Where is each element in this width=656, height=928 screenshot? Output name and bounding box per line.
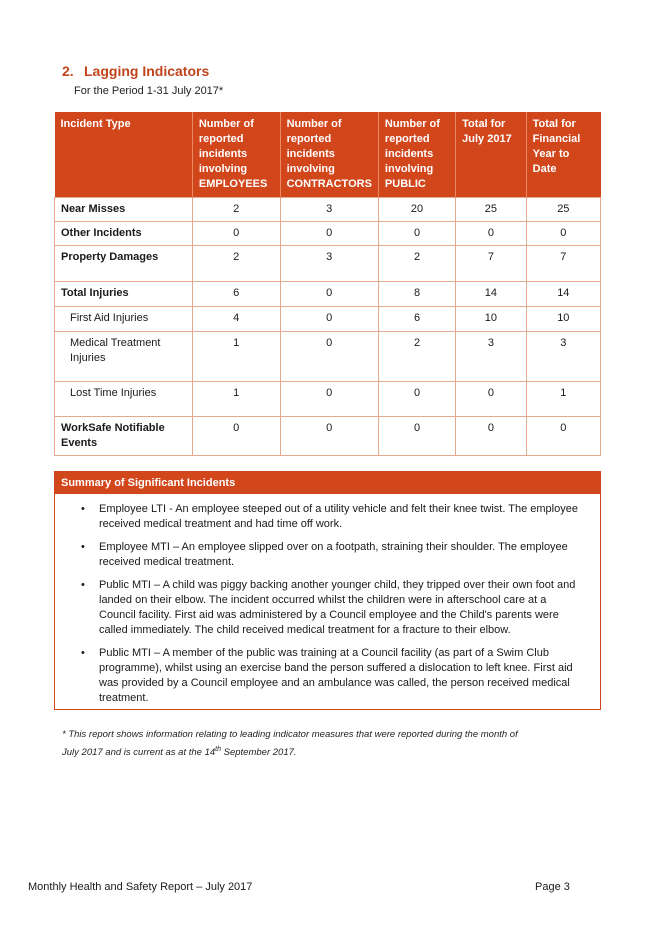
table-cell: 2 xyxy=(378,332,455,382)
table-cell: 0 xyxy=(280,307,378,332)
table-row xyxy=(55,307,601,332)
bullet-icon: • xyxy=(81,647,85,659)
summary-list xyxy=(55,494,600,706)
table-cell: 3 xyxy=(526,332,600,382)
table-cell: 0 xyxy=(456,417,526,456)
table-cell: 0 xyxy=(378,382,455,417)
footer-report-title: Monthly Health and Safety Report – July 2017 xyxy=(28,881,253,893)
row-label: Lost Time Injuries xyxy=(55,382,193,417)
table-cell: 0 xyxy=(378,417,455,456)
section-heading xyxy=(62,63,209,79)
table-cell: 0 xyxy=(456,222,526,246)
footnote-line-2: July 2017 and is current as at the 14th September 2017. xyxy=(62,746,297,759)
section-number: 2. xyxy=(62,63,74,79)
table-cell: 0 xyxy=(280,282,378,307)
table-cell: 20 xyxy=(378,198,455,222)
column-header: Incident Type xyxy=(55,112,193,198)
table-cell: 14 xyxy=(456,282,526,307)
table-cell: 14 xyxy=(526,282,600,307)
table-cell: 0 xyxy=(192,417,280,456)
table-cell: 0 xyxy=(280,382,378,417)
column-header: Number of reported incidents involving PUBLIC xyxy=(378,112,455,198)
list-item: • Public MTI – A member of the public was training at a Council facility (as part of a Swim Club programme), whilst using an exercise band the person suffered a dislocation to left knee. First aid was provided by a Council employee and an ambulance was called, the person received medical treatment. xyxy=(81,647,573,704)
summary-panel xyxy=(54,471,601,710)
table-cell: 1 xyxy=(526,382,600,417)
footnote xyxy=(62,727,572,760)
table-cell: 0 xyxy=(378,222,455,246)
table-row xyxy=(55,282,601,307)
period-label: For the Period 1-31 July 2017* xyxy=(74,85,224,97)
table-cell: 0 xyxy=(456,382,526,417)
row-label: First Aid Injuries xyxy=(55,307,193,332)
table-cell: 2 xyxy=(192,246,280,282)
column-header: Total for July 2017 xyxy=(456,112,526,198)
row-label: Near Misses xyxy=(55,198,193,222)
table-cell: 4 xyxy=(192,307,280,332)
table-cell: 0 xyxy=(526,222,600,246)
table-row xyxy=(55,417,601,456)
table-cell: 0 xyxy=(280,417,378,456)
bullet-icon: • xyxy=(81,503,85,515)
row-label: WorkSafe Notifiable Events xyxy=(55,417,193,456)
column-header: Number of reported incidents involving CONTRACTORS xyxy=(280,112,378,198)
row-label: Medical Treatment Injuries xyxy=(55,332,193,382)
column-header: Number of reported incidents involving EMPLOYEES xyxy=(192,112,280,198)
list-item: • Employee MTI – An employee slipped over on a footpath, straining their shoulder. The employee received medical treatment. xyxy=(81,541,568,568)
table-cell: 3 xyxy=(456,332,526,382)
table-header-row xyxy=(55,112,601,198)
table-cell: 0 xyxy=(280,222,378,246)
table-cell: 7 xyxy=(526,246,600,282)
table-cell: 7 xyxy=(456,246,526,282)
table-cell: 10 xyxy=(526,307,600,332)
table-row xyxy=(55,382,601,417)
list-item: • Public MTI – A child was piggy backing another younger child, they tripped over their own foot and landed on their elbow. The incident occurred whilst the children were in afterschool care at a Council facility. First aid was administered by a Council employee and the Child's parents were called immediately. The child received medical treatment for a fracture to their elbow. xyxy=(81,579,576,636)
table-cell: 6 xyxy=(378,307,455,332)
row-label: Total Injuries xyxy=(55,282,193,307)
table-cell: 2 xyxy=(192,198,280,222)
table-cell: 25 xyxy=(456,198,526,222)
table-cell: 0 xyxy=(192,222,280,246)
footnote-line-1: * This report shows information relating to leading indicator measures that were reported during the month of xyxy=(62,729,518,740)
column-header: Total for Financial Year to Date xyxy=(526,112,600,198)
table-cell: 25 xyxy=(526,198,600,222)
table-cell: 1 xyxy=(192,382,280,417)
table-cell: 8 xyxy=(378,282,455,307)
section-title: Lagging Indicators xyxy=(84,63,210,79)
table-row xyxy=(55,332,601,382)
table-cell: 0 xyxy=(526,417,600,456)
table-row xyxy=(55,222,601,246)
row-label: Property Damages xyxy=(55,246,193,282)
table-cell: 6 xyxy=(192,282,280,307)
footer-page-number: Page 3 xyxy=(535,881,570,893)
table-row xyxy=(55,198,601,222)
bullet-icon: • xyxy=(81,579,85,591)
table-row xyxy=(55,246,601,282)
summary-title: Summary of Significant Incidents xyxy=(55,472,600,494)
table-cell: 0 xyxy=(280,332,378,382)
list-item: • Employee LTI - An employee steeped out of a utility vehicle and felt their knee twist. The employee received medical treatment and had time off work. xyxy=(81,503,578,530)
table-cell: 3 xyxy=(280,246,378,282)
table-cell: 10 xyxy=(456,307,526,332)
table-cell: 2 xyxy=(378,246,455,282)
row-label: Other Incidents xyxy=(55,222,193,246)
table-cell: 3 xyxy=(280,198,378,222)
bullet-icon: • xyxy=(81,541,85,553)
table-cell: 1 xyxy=(192,332,280,382)
lagging-indicators-table xyxy=(54,112,601,456)
